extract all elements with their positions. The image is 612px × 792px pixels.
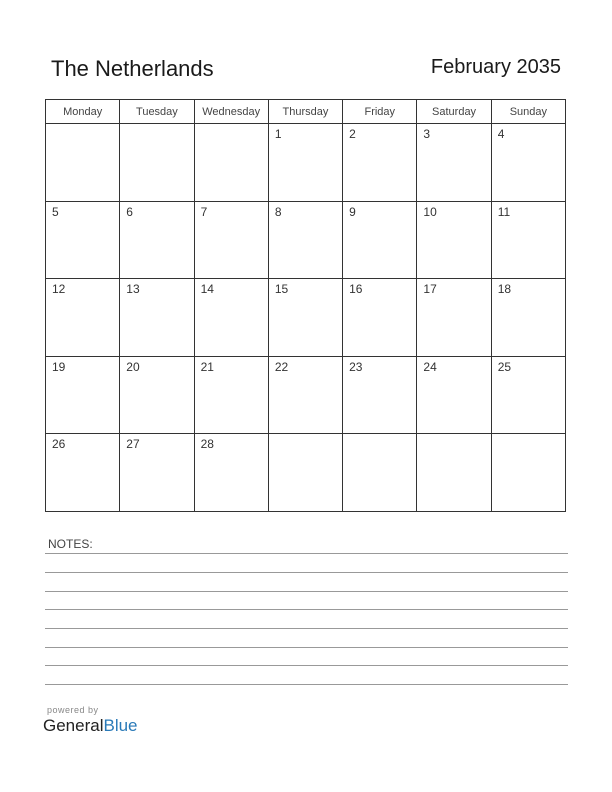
day-number: 14 — [200, 282, 214, 297]
day-number: 20 — [126, 359, 140, 374]
day-cell — [46, 356, 120, 434]
day-number: 18 — [497, 282, 512, 297]
weekday-wednesday: Wednesday — [194, 100, 268, 124]
day-number — [120, 124, 193, 127]
day-number: 17 — [423, 282, 437, 297]
day-number: 13 — [126, 282, 140, 297]
week-row-5 — [46, 434, 566, 512]
day-cell — [417, 434, 491, 512]
day-cell — [268, 356, 342, 434]
notes-line — [45, 572, 568, 573]
notes-line — [45, 628, 568, 629]
calendar-grid — [45, 99, 566, 512]
notes-line — [45, 647, 568, 648]
day-cell — [194, 279, 268, 357]
day-cell — [343, 201, 417, 279]
day-number: 12 — [52, 282, 66, 297]
week-row-3 — [46, 279, 566, 357]
day-cell — [268, 201, 342, 279]
day-cell — [268, 124, 342, 202]
month-title: February 2035 — [430, 56, 561, 78]
day-number: 5 — [52, 204, 59, 219]
day-number: 26 — [52, 437, 66, 452]
day-number — [417, 434, 490, 437]
day-number — [46, 124, 119, 127]
day-number: 27 — [126, 437, 140, 452]
weekday-sunday: Sunday — [491, 100, 565, 124]
day-number: 11 — [497, 204, 511, 219]
day-number — [492, 434, 565, 437]
day-number: 10 — [423, 204, 437, 219]
brand-general: General — [43, 716, 104, 735]
day-cell — [194, 124, 268, 202]
powered-by-text: powered by — [47, 705, 99, 715]
day-cell — [491, 201, 565, 279]
day-cell — [417, 124, 491, 202]
week-row-2 — [46, 201, 566, 279]
notes-line — [45, 591, 568, 592]
day-number: 15 — [274, 282, 289, 297]
day-number — [343, 434, 416, 437]
brand-blue: Blue — [103, 716, 138, 735]
day-number: 28 — [200, 437, 214, 452]
day-cell — [120, 124, 194, 202]
day-number: 6 — [126, 204, 133, 219]
day-cell — [46, 124, 120, 202]
day-cell — [417, 356, 491, 434]
weekday-tuesday: Tuesday — [120, 100, 194, 124]
day-cell — [491, 434, 565, 512]
day-number: 24 — [423, 359, 437, 374]
notes-line — [45, 609, 568, 610]
day-cell — [343, 124, 417, 202]
day-cell — [194, 201, 268, 279]
notes-label: NOTES: — [48, 537, 93, 551]
day-cell — [194, 434, 268, 512]
week-row-4 — [46, 356, 566, 434]
day-number: 3 — [423, 127, 431, 141]
day-cell — [46, 201, 120, 279]
day-number: 19 — [52, 359, 66, 374]
weekday-friday: Friday — [343, 100, 417, 124]
day-cell — [491, 356, 565, 434]
day-number — [269, 434, 342, 437]
day-cell — [46, 279, 120, 357]
day-number: 2 — [349, 127, 356, 141]
day-cell — [491, 279, 565, 357]
day-cell — [417, 201, 491, 279]
day-cell — [46, 434, 120, 512]
day-cell — [417, 279, 491, 357]
day-number: 21 — [200, 359, 214, 374]
day-number: 23 — [349, 359, 363, 374]
day-number: 1 — [274, 127, 282, 141]
day-cell — [120, 356, 194, 434]
day-cell — [343, 434, 417, 512]
day-number: 25 — [497, 359, 512, 374]
day-cell — [343, 356, 417, 434]
weekday-thursday: Thursday — [268, 100, 342, 124]
day-number: 9 — [349, 204, 356, 219]
day-number — [195, 124, 268, 127]
day-cell — [194, 356, 268, 434]
day-number: 7 — [200, 204, 208, 219]
day-number: 22 — [274, 359, 289, 374]
brand-name — [43, 716, 138, 736]
country-title: The Netherlands — [51, 56, 214, 81]
notes-line — [45, 665, 568, 666]
day-cell — [120, 434, 194, 512]
weekday-monday: Monday — [46, 100, 120, 124]
day-cell — [343, 279, 417, 357]
day-cell — [491, 124, 565, 202]
day-cell — [268, 434, 342, 512]
day-number: 16 — [349, 282, 363, 297]
notes-line — [45, 684, 568, 685]
weekday-header-row — [46, 100, 566, 124]
day-cell — [120, 201, 194, 279]
weekday-saturday: Saturday — [417, 100, 491, 124]
generalblue-logo — [43, 705, 138, 736]
day-number: 4 — [497, 127, 505, 141]
day-number: 8 — [274, 204, 282, 219]
notes-line — [45, 553, 568, 554]
day-cell — [268, 279, 342, 357]
day-cell — [120, 279, 194, 357]
week-row-1 — [46, 124, 566, 202]
